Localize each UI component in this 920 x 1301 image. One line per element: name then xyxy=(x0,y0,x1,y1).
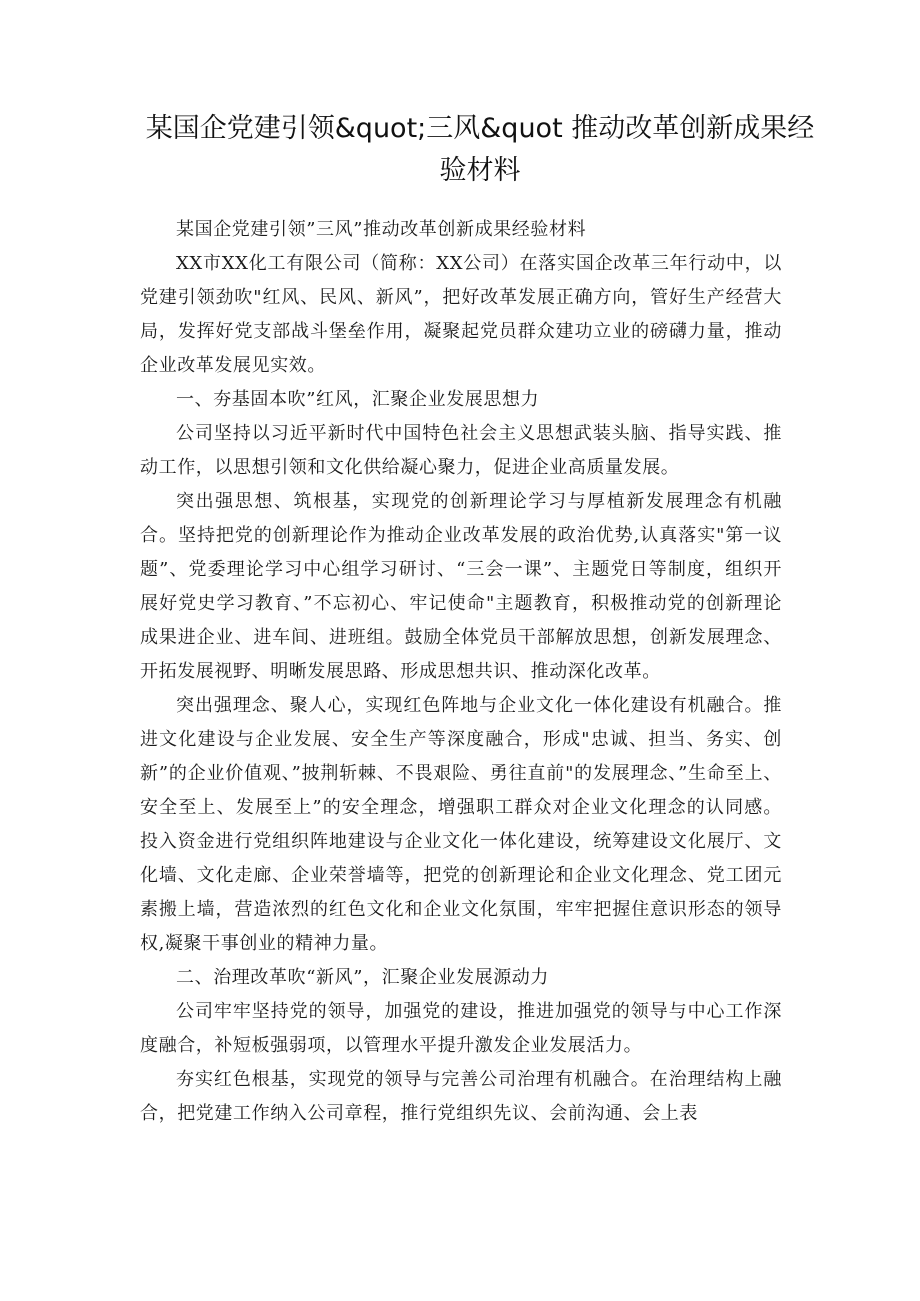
paragraph: 公司牢牢坚持党的领导，加强党的建设，推进加强党的领导与中心工作深度融合，补短板强弱项，以管理水平提升激发企业发展活力。 xyxy=(140,1001,782,1056)
document-title: 某国企党建引领&quot;三风&quot 推动改革创新成果经验材料 xyxy=(145,113,815,186)
paragraph-intro: XX市XX化工有限公司（简称：XX公司）在落实国企改革三年行动中，以党建引领劲吹"红风、民风、新风”，把好改革发展正确方向，管好生产经营大局，发挥好党支部战斗堡垒作用，凝聚起党员群众建功立业的磅礴力量，推动企业改革发展见实效。 xyxy=(140,253,782,376)
paragraph-subtitle: 某国企党建引领”三风”推动改革创新成果经验材料 xyxy=(176,219,587,240)
document-body xyxy=(140,213,782,1131)
paragraph: 突出强思想、筑根基，实现党的创新理论学习与厚植新发展理念有机融合。坚持把党的创新理论作为推动企业改革发展的政治优势,认真落实"第一议题”、党委理论学习中心组学习研讨、“三会一课”、主题党日等制度，组织开展好党史学习教育、”不忘初心、牢记使命"主题教育，积极推动党的创新理论成果进企业、进车间、进班组。鼓励全体党员干部解放思想，创新发展理念、开拓发展视野、明晰发展思路、形成思想共识、推动深化改革。 xyxy=(140,491,782,682)
paragraph: 夯实红色根基，实现党的领导与完善公司治理有机融合。在治理结构上融合，把党建工作纳入公司章程，推行党组织先议、会前沟通、会上表 xyxy=(140,1069,782,1124)
section-heading-2: 二、治理改革吹“新风”，汇聚企业发展源动力 xyxy=(176,967,550,988)
paragraph: 突出强理念、聚人心，实现红色阵地与企业文化一体化建设有机融合。推进文化建设与企业发展、安全生产等深度融合，形成"忠诚、担当、务实、创新”的企业价值观、”披荆斩棘、不畏艰险、勇往直前"的发展理念、”生命至上、安全至上、发展至上”的安全理念，增强职工群众对企业文化理念的认同感。投入资金进行党组织阵地建设与企业文化一体化建设，统筹建设文化展厅、文化墙、文化走廊、企业荣誉墙等，把党的创新理论和企业文化理念、党工团元素搬上墙，营造浓烈的红色文化和企业文化氛围，牢牢把握住意识形态的领导权,凝聚干事创业的精神力量。 xyxy=(140,695,782,954)
paragraph: 公司坚持以习近平新时代中国特色社会主义思想武装头脑、指导实践、推动工作，以思想引领和文化供给凝心聚力，促进企业高质量发展。 xyxy=(140,423,782,478)
section-heading-1: 一、夯基固本吹”红风，汇聚企业发展思想力 xyxy=(176,389,540,410)
